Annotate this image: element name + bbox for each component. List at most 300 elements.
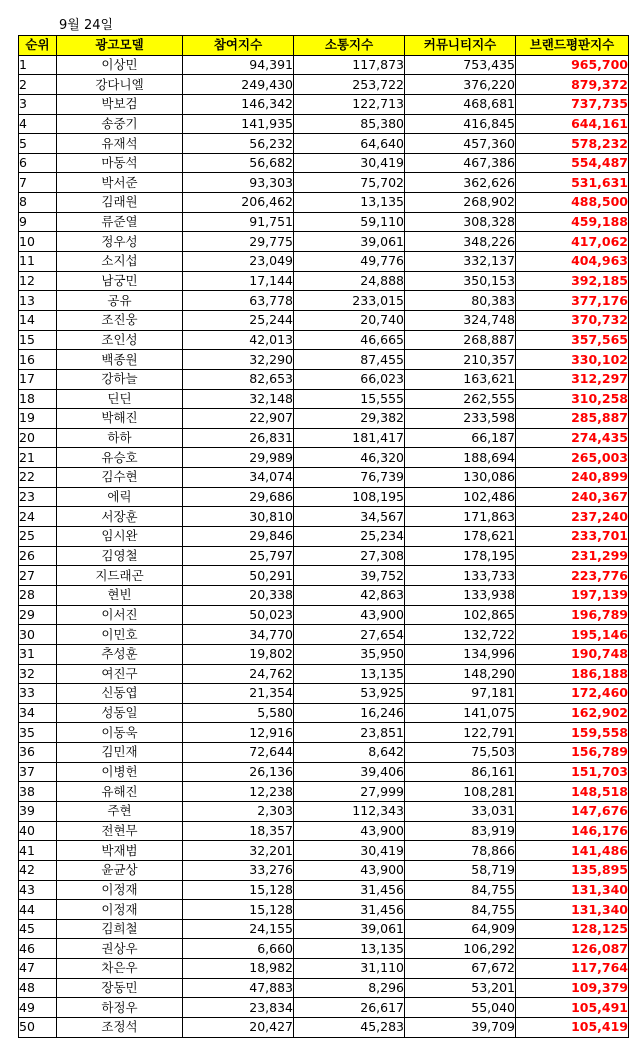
cell-participation: 17,144 [183,271,294,291]
cell-model-name: 추성훈 [57,644,183,664]
cell-communication: 29,382 [294,409,405,429]
cell-brand-score: 965,700 [516,55,629,75]
cell-participation: 50,291 [183,566,294,586]
cell-participation: 47,883 [183,978,294,998]
cell-communication: 112,343 [294,801,405,821]
cell-brand-score: 240,899 [516,468,629,488]
cell-community: 84,755 [405,880,516,900]
table-row [19,271,629,291]
cell-brand-score: 135,895 [516,860,629,880]
cell-brand-score: 370,732 [516,310,629,330]
cell-brand-score: 392,185 [516,271,629,291]
cell-brand-score: 312,297 [516,369,629,389]
cell-communication: 76,739 [294,468,405,488]
cell-communication: 49,776 [294,252,405,272]
cell-model-name: 공유 [57,291,183,311]
cell-rank: 33 [19,684,57,704]
cell-brand-score: 159,558 [516,723,629,743]
cell-participation: 18,982 [183,959,294,979]
table-row [19,900,629,920]
cell-rank: 18 [19,389,57,409]
cell-brand-score: 459,188 [516,212,629,232]
cell-model-name: 소지섭 [57,252,183,272]
cell-community: 83,919 [405,821,516,841]
cell-rank: 14 [19,310,57,330]
date-label: 9월 24일 [59,18,114,33]
cell-brand-score: 578,232 [516,134,629,154]
cell-rank: 45 [19,919,57,939]
cell-brand-score: 141,486 [516,841,629,861]
table-row [19,310,629,330]
cell-brand-score: 404,963 [516,252,629,272]
table-row [19,998,629,1018]
cell-communication: 27,654 [294,625,405,645]
table-row [19,546,629,566]
cell-brand-score: 310,258 [516,389,629,409]
cell-participation: 91,751 [183,212,294,232]
cell-brand-score: 105,491 [516,998,629,1018]
cell-communication: 75,702 [294,173,405,193]
cell-communication: 31,110 [294,959,405,979]
cell-brand-score: 109,379 [516,978,629,998]
cell-community: 753,435 [405,55,516,75]
cell-rank: 42 [19,860,57,880]
cell-communication: 64,640 [294,134,405,154]
table-row [19,527,629,547]
cell-communication: 34,567 [294,507,405,527]
cell-model-name: 이정재 [57,900,183,920]
cell-community: 78,866 [405,841,516,861]
cell-communication: 43,900 [294,860,405,880]
cell-participation: 25,244 [183,310,294,330]
cell-community: 39,709 [405,1018,516,1038]
cell-model-name: 조인성 [57,330,183,350]
cell-brand-score: 126,087 [516,939,629,959]
cell-rank: 29 [19,605,57,625]
cell-participation: 24,762 [183,664,294,684]
cell-brand-score: 146,176 [516,821,629,841]
cell-brand-score: 879,372 [516,75,629,95]
cell-brand-score: 357,565 [516,330,629,350]
cell-rank: 22 [19,468,57,488]
cell-model-name: 김희철 [57,919,183,939]
cell-model-name: 이정재 [57,880,183,900]
cell-brand-score: 128,125 [516,919,629,939]
cell-participation: 34,770 [183,625,294,645]
cell-community: 102,486 [405,487,516,507]
cell-communication: 39,752 [294,566,405,586]
cell-model-name: 김래원 [57,193,183,213]
cell-rank: 46 [19,939,57,959]
cell-communication: 16,246 [294,703,405,723]
cell-model-name: 송중기 [57,114,183,134]
cell-community: 348,226 [405,232,516,252]
table-row [19,664,629,684]
cell-model-name: 김민재 [57,743,183,763]
cell-communication: 27,999 [294,782,405,802]
cell-brand-score: 265,003 [516,448,629,468]
cell-brand-score: 223,776 [516,566,629,586]
cell-participation: 21,354 [183,684,294,704]
table-row [19,291,629,311]
cell-rank: 49 [19,998,57,1018]
cell-model-name: 강하늘 [57,369,183,389]
cell-rank: 17 [19,369,57,389]
table-row [19,585,629,605]
cell-community: 141,075 [405,703,516,723]
cell-participation: 56,682 [183,153,294,173]
cell-participation: 30,810 [183,507,294,527]
cell-rank: 7 [19,173,57,193]
cell-model-name: 신동엽 [57,684,183,704]
cell-community: 416,845 [405,114,516,134]
cell-model-name: 권상우 [57,939,183,959]
cell-communication: 59,110 [294,212,405,232]
table-row [19,330,629,350]
cell-brand-score: 105,419 [516,1018,629,1038]
cell-brand-score: 131,340 [516,880,629,900]
cell-rank: 37 [19,762,57,782]
cell-participation: 25,797 [183,546,294,566]
cell-communication: 87,455 [294,350,405,370]
cell-communication: 42,863 [294,585,405,605]
cell-brand-score: 417,062 [516,232,629,252]
cell-model-name: 이병헌 [57,762,183,782]
cell-rank: 15 [19,330,57,350]
cell-participation: 146,342 [183,94,294,114]
table-row [19,94,629,114]
cell-rank: 19 [19,409,57,429]
cell-brand-score: 737,735 [516,94,629,114]
cell-community: 332,137 [405,252,516,272]
cell-model-name: 정우성 [57,232,183,252]
cell-model-name: 지드래곤 [57,566,183,586]
cell-rank: 10 [19,232,57,252]
cell-model-name: 딘딘 [57,389,183,409]
cell-brand-score: 172,460 [516,684,629,704]
cell-model-name: 장동민 [57,978,183,998]
table-row [19,350,629,370]
cell-rank: 38 [19,782,57,802]
cell-model-name: 이상민 [57,55,183,75]
cell-rank: 34 [19,703,57,723]
header-brand: 브랜드평판지수 [516,36,629,56]
table-row [19,75,629,95]
cell-participation: 20,338 [183,585,294,605]
cell-rank: 12 [19,271,57,291]
table-row [19,468,629,488]
brand-reputation-table [18,35,629,1038]
cell-community: 133,938 [405,585,516,605]
cell-community: 233,598 [405,409,516,429]
cell-model-name: 유재석 [57,134,183,154]
cell-brand-score: 186,188 [516,664,629,684]
cell-brand-score: 285,887 [516,409,629,429]
cell-rank: 44 [19,900,57,920]
cell-participation: 32,290 [183,350,294,370]
table-row [19,939,629,959]
cell-participation: 23,834 [183,998,294,1018]
table-row [19,448,629,468]
cell-brand-score: 231,299 [516,546,629,566]
cell-brand-score: 147,676 [516,801,629,821]
cell-participation: 5,580 [183,703,294,723]
cell-communication: 39,061 [294,232,405,252]
table-row [19,428,629,448]
cell-community: 33,031 [405,801,516,821]
cell-community: 102,865 [405,605,516,625]
cell-model-name: 차은우 [57,959,183,979]
cell-participation: 29,775 [183,232,294,252]
cell-communication: 8,296 [294,978,405,998]
cell-rank: 28 [19,585,57,605]
cell-rank: 41 [19,841,57,861]
table-row [19,978,629,998]
header-participation: 참여지수 [183,36,294,56]
cell-community: 163,621 [405,369,516,389]
cell-model-name: 이민호 [57,625,183,645]
cell-brand-score: 197,139 [516,585,629,605]
header-communication: 소통지수 [294,36,405,56]
cell-brand-score: 554,487 [516,153,629,173]
cell-community: 268,887 [405,330,516,350]
table-row [19,1018,629,1038]
table-row [19,487,629,507]
cell-communication: 13,135 [294,664,405,684]
cell-community: 308,328 [405,212,516,232]
cell-participation: 22,907 [183,409,294,429]
table-row [19,821,629,841]
cell-communication: 25,234 [294,527,405,547]
cell-rank: 16 [19,350,57,370]
cell-brand-score: 162,902 [516,703,629,723]
table-row [19,173,629,193]
cell-brand-score: 531,631 [516,173,629,193]
table-row [19,153,629,173]
cell-communication: 24,888 [294,271,405,291]
cell-rank: 2 [19,75,57,95]
cell-rank: 47 [19,959,57,979]
cell-community: 130,086 [405,468,516,488]
cell-participation: 72,644 [183,743,294,763]
cell-communication: 66,023 [294,369,405,389]
cell-brand-score: 237,240 [516,507,629,527]
cell-community: 132,722 [405,625,516,645]
cell-communication: 122,713 [294,94,405,114]
cell-communication: 117,873 [294,55,405,75]
cell-community: 468,681 [405,94,516,114]
cell-communication: 26,617 [294,998,405,1018]
cell-model-name: 하하 [57,428,183,448]
cell-communication: 23,851 [294,723,405,743]
cell-brand-score: 195,146 [516,625,629,645]
cell-participation: 93,303 [183,173,294,193]
cell-participation: 206,462 [183,193,294,213]
cell-model-name: 조정석 [57,1018,183,1038]
cell-participation: 32,201 [183,841,294,861]
cell-brand-score: 148,518 [516,782,629,802]
cell-communication: 108,195 [294,487,405,507]
cell-model-name: 유해진 [57,782,183,802]
cell-model-name: 박서준 [57,173,183,193]
cell-participation: 15,128 [183,900,294,920]
cell-model-name: 성동일 [57,703,183,723]
cell-community: 75,503 [405,743,516,763]
cell-model-name: 하정우 [57,998,183,1018]
table-row [19,880,629,900]
cell-communication: 233,015 [294,291,405,311]
cell-community: 84,755 [405,900,516,920]
table-row [19,55,629,75]
cell-rank: 11 [19,252,57,272]
cell-rank: 24 [19,507,57,527]
cell-model-name: 남궁민 [57,271,183,291]
cell-rank: 36 [19,743,57,763]
cell-community: 80,383 [405,291,516,311]
cell-participation: 26,831 [183,428,294,448]
cell-rank: 13 [19,291,57,311]
cell-communication: 85,380 [294,114,405,134]
cell-participation: 32,148 [183,389,294,409]
cell-community: 64,909 [405,919,516,939]
cell-model-name: 박해진 [57,409,183,429]
cell-community: 108,281 [405,782,516,802]
table-row [19,919,629,939]
cell-community: 178,621 [405,527,516,547]
cell-model-name: 에릭 [57,487,183,507]
table-row [19,605,629,625]
cell-model-name: 이동욱 [57,723,183,743]
cell-community: 178,195 [405,546,516,566]
cell-participation: 141,935 [183,114,294,134]
cell-community: 67,672 [405,959,516,979]
header-rank: 순위 [19,36,57,56]
cell-communication: 13,135 [294,193,405,213]
cell-rank: 5 [19,134,57,154]
cell-community: 467,386 [405,153,516,173]
cell-community: 86,161 [405,762,516,782]
cell-rank: 31 [19,644,57,664]
cell-brand-score: 233,701 [516,527,629,547]
cell-model-name: 김영철 [57,546,183,566]
table-row [19,232,629,252]
cell-rank: 4 [19,114,57,134]
cell-model-name: 여진구 [57,664,183,684]
cell-model-name: 박재범 [57,841,183,861]
cell-model-name: 윤균상 [57,860,183,880]
cell-model-name: 조진웅 [57,310,183,330]
cell-rank: 40 [19,821,57,841]
cell-community: 66,187 [405,428,516,448]
cell-communication: 39,406 [294,762,405,782]
cell-brand-score: 131,340 [516,900,629,920]
cell-communication: 31,456 [294,900,405,920]
table-row [19,801,629,821]
cell-community: 268,902 [405,193,516,213]
cell-model-name: 백종원 [57,350,183,370]
table-row [19,743,629,763]
cell-model-name: 주현 [57,801,183,821]
cell-communication: 13,135 [294,939,405,959]
cell-community: 262,555 [405,389,516,409]
cell-brand-score: 377,176 [516,291,629,311]
cell-participation: 24,155 [183,919,294,939]
cell-rank: 26 [19,546,57,566]
table-row [19,860,629,880]
cell-participation: 42,013 [183,330,294,350]
cell-model-name: 이서진 [57,605,183,625]
cell-communication: 181,417 [294,428,405,448]
table-body [19,55,629,1037]
cell-community: 53,201 [405,978,516,998]
cell-communication: 45,283 [294,1018,405,1038]
cell-rank: 9 [19,212,57,232]
cell-rank: 20 [19,428,57,448]
cell-model-name: 마동석 [57,153,183,173]
cell-communication: 8,642 [294,743,405,763]
table-row [19,703,629,723]
cell-rank: 27 [19,566,57,586]
cell-model-name: 김수현 [57,468,183,488]
cell-participation: 20,427 [183,1018,294,1038]
table-row [19,723,629,743]
cell-communication: 30,419 [294,841,405,861]
table-row [19,684,629,704]
cell-participation: 29,846 [183,527,294,547]
cell-community: 134,996 [405,644,516,664]
cell-community: 106,292 [405,939,516,959]
cell-communication: 43,900 [294,605,405,625]
cell-community: 171,863 [405,507,516,527]
table-row [19,625,629,645]
cell-community: 133,733 [405,566,516,586]
cell-participation: 33,276 [183,860,294,880]
cell-brand-score: 644,161 [516,114,629,134]
cell-model-name: 유승호 [57,448,183,468]
cell-model-name: 임시완 [57,527,183,547]
cell-rank: 6 [19,153,57,173]
cell-community: 188,694 [405,448,516,468]
cell-brand-score: 190,748 [516,644,629,664]
table-row [19,389,629,409]
cell-rank: 50 [19,1018,57,1038]
cell-communication: 46,320 [294,448,405,468]
cell-community: 376,220 [405,75,516,95]
cell-rank: 35 [19,723,57,743]
cell-rank: 48 [19,978,57,998]
cell-brand-score: 330,102 [516,350,629,370]
cell-participation: 12,238 [183,782,294,802]
table-row [19,409,629,429]
cell-participation: 18,357 [183,821,294,841]
cell-communication: 27,308 [294,546,405,566]
cell-community: 324,748 [405,310,516,330]
cell-participation: 249,430 [183,75,294,95]
cell-participation: 29,989 [183,448,294,468]
cell-communication: 39,061 [294,919,405,939]
cell-participation: 12,916 [183,723,294,743]
cell-rank: 23 [19,487,57,507]
header-row [19,36,629,56]
cell-brand-score: 240,367 [516,487,629,507]
cell-brand-score: 156,789 [516,743,629,763]
cell-communication: 35,950 [294,644,405,664]
cell-communication: 31,456 [294,880,405,900]
cell-community: 122,791 [405,723,516,743]
cell-communication: 30,419 [294,153,405,173]
cell-community: 457,360 [405,134,516,154]
cell-participation: 63,778 [183,291,294,311]
